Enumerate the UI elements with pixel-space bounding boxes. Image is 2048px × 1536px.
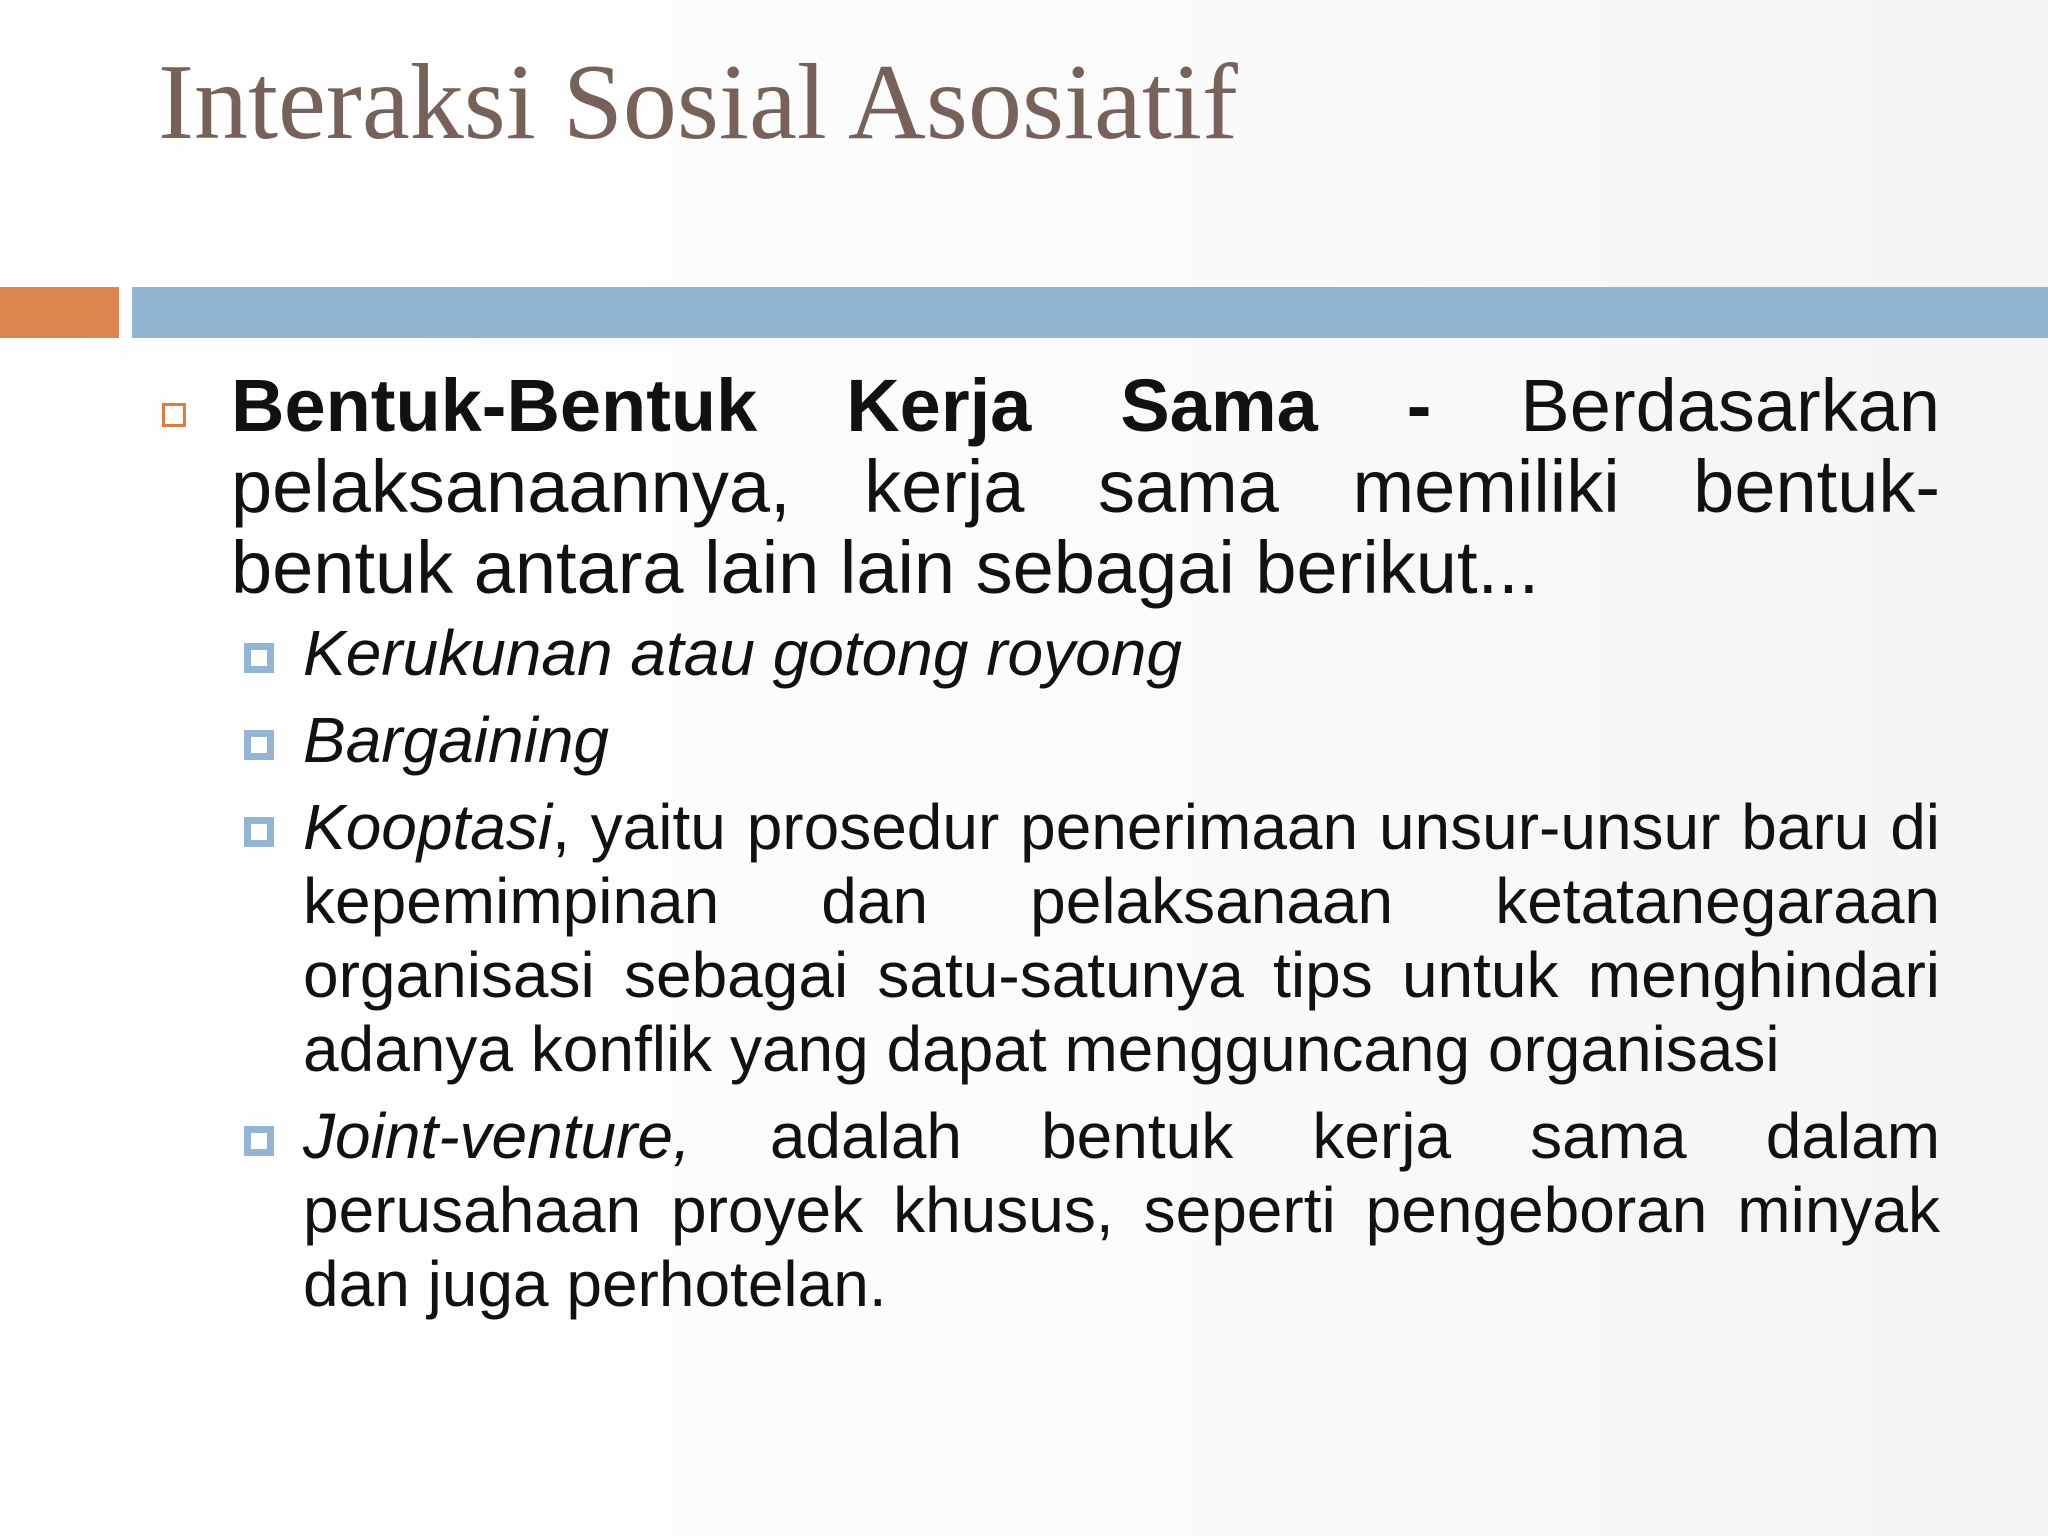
- square-bullet-icon: [244, 643, 274, 673]
- sub-bullet-item: [158, 1099, 1940, 1321]
- sub-bullet-term: Bargaining: [303, 704, 609, 776]
- slide-title: Interaksi Sosial Asosiatif: [158, 43, 1238, 162]
- sub-bullet-item: [158, 703, 1940, 777]
- sub-bullet-item: [158, 616, 1940, 690]
- main-bullet-body: Berdasarkan pelaksanaannya, kerja sama memiliki bentuk-bentuk antara lain lain sebagai berikut...: [231, 364, 1941, 609]
- sub-bullet-text: , yaitu prosedur penerimaan unsur-unsur baru di kepemimpinan dan pelaksanaan ketatanegaraan organisasi sebagai satu-satunya tips untuk menghindari adanya konflik yang dapat mengguncang organisasi: [303, 791, 1940, 1085]
- sub-bullet-term: Kerukunan atau gotong royong: [303, 617, 1182, 689]
- main-bullet-item: [158, 365, 1940, 608]
- sub-bullet-term: Joint-venture,: [303, 1100, 691, 1172]
- sub-bullet-term: Kooptasi: [303, 791, 553, 863]
- square-bullet-icon: [244, 730, 274, 760]
- slide-content: [158, 365, 1940, 1334]
- sub-bullet-item: [158, 790, 1940, 1086]
- square-bullet-icon: [244, 817, 274, 847]
- main-bullet-text: [231, 364, 1940, 609]
- square-bullet-icon: [244, 1126, 274, 1156]
- accent-bar-orange: [0, 287, 119, 338]
- sub-bullet-list: [158, 616, 1940, 1321]
- accent-bar-blue: [132, 287, 2048, 338]
- square-bullet-icon: [162, 403, 186, 427]
- main-bullet-heading: Bentuk-Bentuk Kerja Sama -: [231, 364, 1432, 447]
- sub-bullet-text: adalah bentuk kerja sama dalam perusahaan proyek khusus, seperti pengeboran minyak dan juga perhotelan.: [303, 1100, 1940, 1320]
